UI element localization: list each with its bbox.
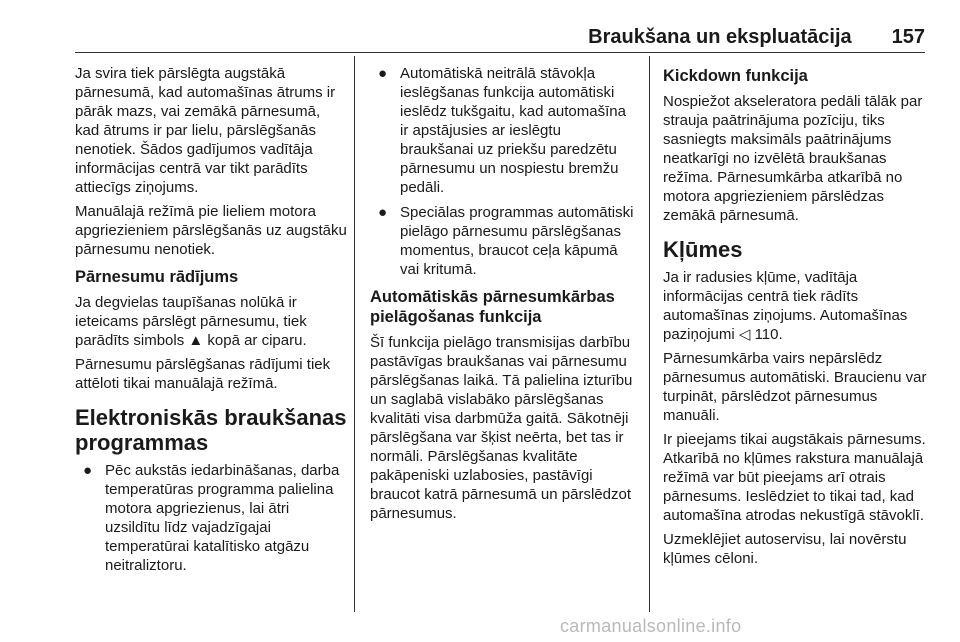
bullet-icon: ● xyxy=(378,65,388,82)
header-rule xyxy=(75,52,925,53)
column-3 xyxy=(663,64,929,573)
list-item-text: Automātiskā neitrālā stāvokļa ieslēgšanas funkcija automātiski ieslēdz tukšgaitu, kad automašīna ir apstājusies ar ieslēgtu braukšanai uz priekšu paredzētu pārnesumu un nospiestu bremžu pedāli. xyxy=(400,65,626,196)
paragraph: Ja ir radusies kļūme, vadītāja informācijas centrā tiek rādīts automašīnas ziņojums. Automašīnas paziņojumi ◁ 110. xyxy=(663,269,908,343)
column-divider-2 xyxy=(649,56,650,612)
watermark: carmanualsonline.info xyxy=(560,616,742,636)
column-2 xyxy=(370,64,638,528)
paragraph: Šī funkcija pielāgo transmisijas darbību pastāvīgas braukšanas vai pārnesumu pārslēgšanas laikā. Tā palielina izturību un saglabā vislabāko pārslēgšanas kvalitāti visa darbmūža gaitā. Sākotnēji pārslēgšana var šķist neērta, bet tas ir normāli. Pārslēgšanas kvalitāte pakāpeniski uzlabosies, pastāvīgi braucot katrā pārnesumā un pārslēdzot pārnesumus. xyxy=(370,334,633,522)
page-number: 157 xyxy=(891,26,925,48)
page-header xyxy=(75,26,925,52)
list-item xyxy=(370,64,638,197)
paragraph: Manuālajā režīmā pie lieliem motora apgriezieniem pārslēgšanās uz augstāku pārnesumu nenotiek. xyxy=(75,203,347,258)
section-title: Braukšana un ekspluatācija xyxy=(588,26,852,48)
heading-gear-indicator: Pārnesumu rādījums xyxy=(75,268,239,286)
paragraph: Ir pieejams tikai augstākais pārnesums. Atkarībā no kļūmes rakstura manuālajā režīmā var būt pieejams arī otrais pārnesums. Ieslēdziet to tikai tad, kad automašīna atrodas nekustīgā stāvoklī. xyxy=(663,431,926,524)
heading-adaptive-function: Automātiskās pārnesumkārbas pielāgošanas funkcija xyxy=(370,288,615,326)
bullet-icon: ● xyxy=(378,204,388,221)
list-item xyxy=(370,203,638,279)
heading-electronic-programs: Elektroniskās braukšanas programmas xyxy=(75,405,347,455)
bullet-list xyxy=(75,461,347,575)
paragraph: Ja degvielas taupīšanas nolūkā ir ieteicams pārslēgt pārnesumu, tiek parādīts simbols ▲ kopā ar ciparu. xyxy=(75,294,307,349)
paragraph: Nospiežot akseleratora pedāli tālāk par strauja paātrinājuma pozīciju, tiks sasniegts maksimāls paātrinājums neatkarīgi no izvēlētā braukšanas režīma. Pārnesumkārba atkarībā no motora apgriezieniem pārslēdzas zemākā pārnesumā. xyxy=(663,93,923,224)
bullet-icon: ● xyxy=(83,462,93,479)
list-item-text: Pēc aukstās iedarbināšanas, darba temperatūras programma palielina motora apgriezienus, lai ātri uzsildītu līdz vajadzīgajai temperatūrai katalītisko atgāzu neitraliztoru. xyxy=(105,462,340,574)
paragraph: Pārnesumu pārslēgšanas rādījumi tiek attēloti tikai manuālajā režīmā. xyxy=(75,356,331,392)
paragraph: Ja svira tiek pārslēgta augstākā pārnesumā, kad automašīnas ātrums ir pārāk mazs, vai zemākā pārnesumā, kad ātrums ir par lielu, pārslēgšanās nenotiek. Šādos gadījumos vadītāja informācijas centrā var tikt parādīts attiecīgs ziņojums. xyxy=(75,65,336,196)
column-1 xyxy=(75,64,347,581)
heading-faults: Kļūmes xyxy=(663,237,743,262)
bullet-list xyxy=(370,64,638,279)
paragraph: Pārnesumkārba vairs nepārslēdz pārnesumus automātiski. Braucienu var turpināt, pārslēdzot pārnesumus manuāli. xyxy=(663,350,927,424)
paragraph: Uzmeklējiet autoservisu, lai novērstu kļūmes cēloni. xyxy=(663,531,907,567)
column-divider-1 xyxy=(354,56,355,612)
list-item xyxy=(75,461,347,575)
list-item-text: Speciālas programmas automātiski pielāgo pārnesumu pārslēgšanas momentus, braucot ceļa kāpumā vai kritumā. xyxy=(400,204,634,278)
heading-kickdown: Kickdown funkcija xyxy=(663,67,808,85)
